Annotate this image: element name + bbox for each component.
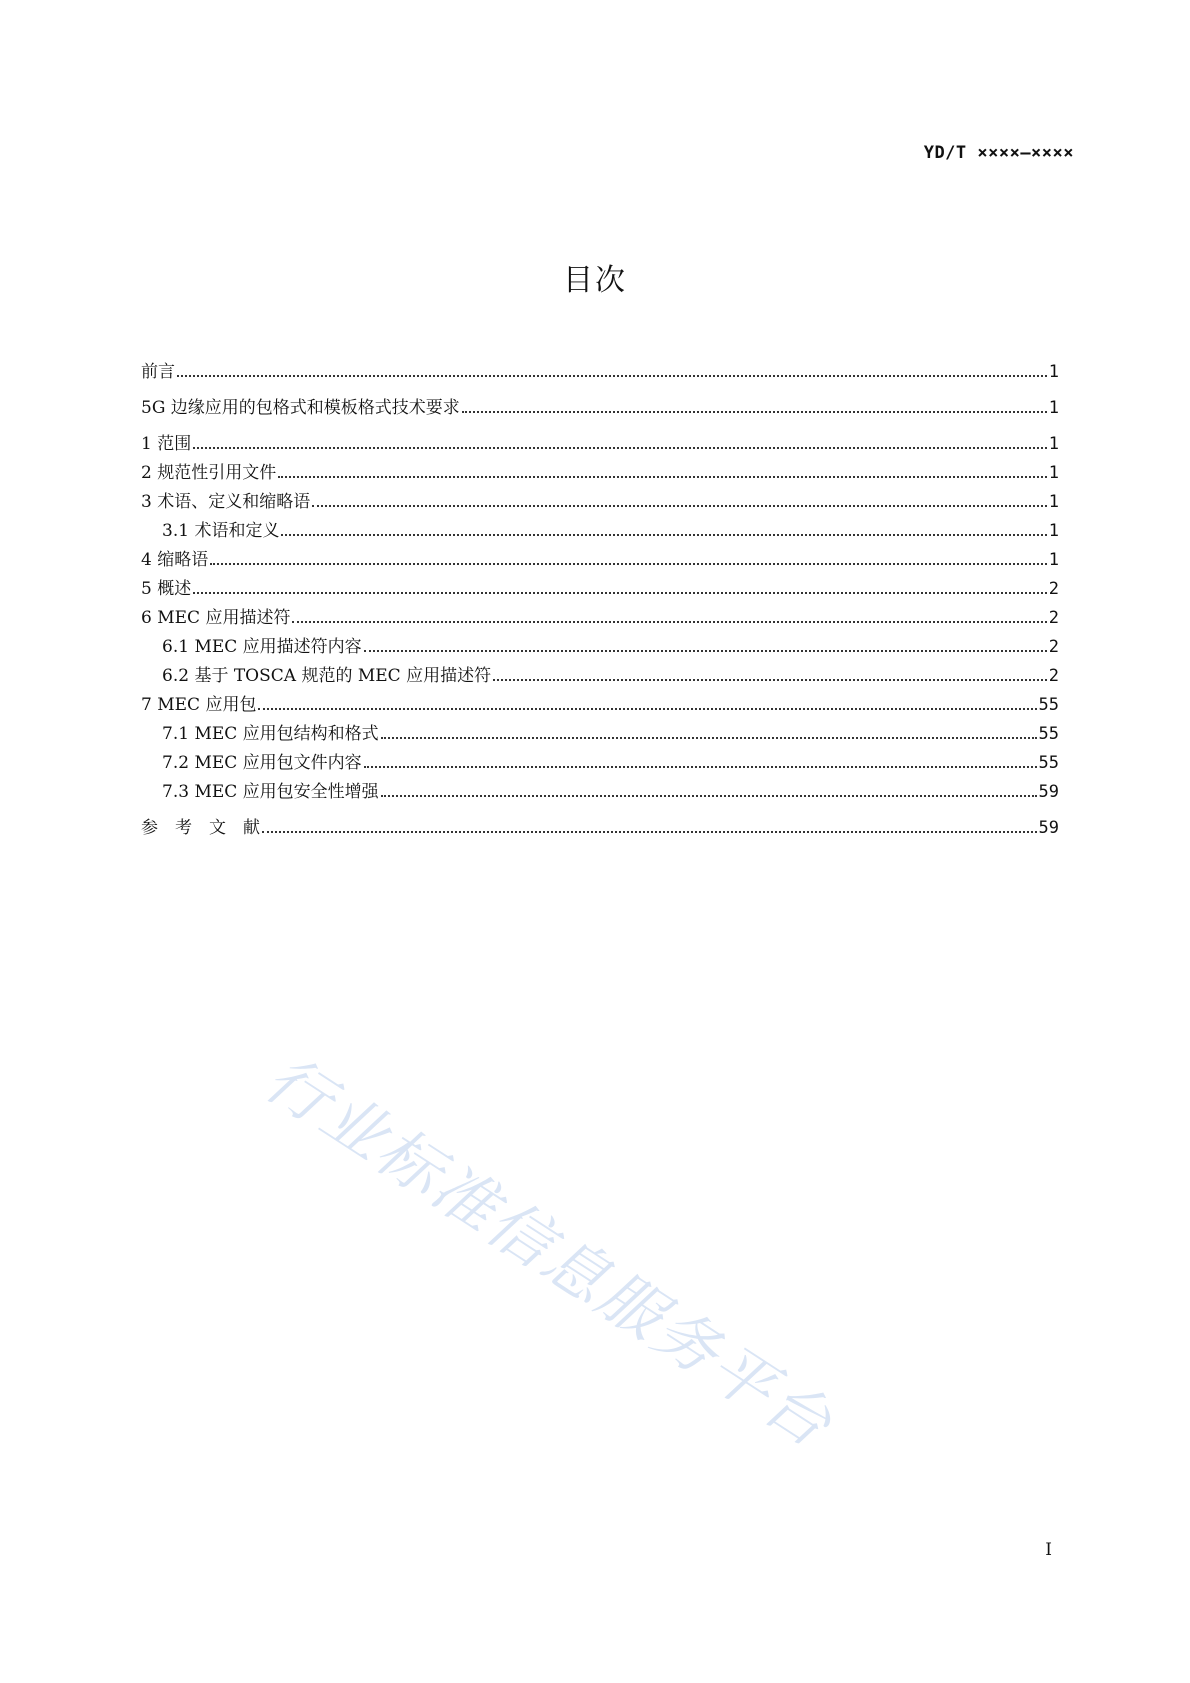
toc-entry-abbreviations[interactable] [141,548,1059,572]
toc-entry-label: 5 概述 [141,579,192,599]
table-of-contents [141,360,1059,840]
toc-entry-page: 2 [1048,637,1059,657]
toc-entry-label: 6 MEC 应用描述符 [141,608,291,628]
toc-entry-page: 1 [1048,521,1059,541]
toc-entry-mec-app-package[interactable] [141,693,1059,717]
toc-entry-page: 1 [1048,434,1059,454]
toc-entry-page: 1 [1048,398,1059,418]
toc-entry-package-file-content[interactable] [141,751,1059,775]
toc-entry-page: 55 [1038,724,1059,744]
toc-entry-tosca-mec-app-descriptor[interactable] [141,664,1059,688]
dot-leader [193,592,1047,594]
toc-entry-overview[interactable] [141,577,1059,601]
toc-entry-mec-app-descriptor[interactable] [141,606,1059,630]
toc-entry-page: 2 [1048,608,1059,628]
dot-leader [312,505,1047,507]
toc-entry-package-security[interactable] [141,780,1059,804]
toc-entry-foreword[interactable] [141,360,1059,384]
toc-entry-label: 6.2 基于 TOSCA 规范的 MEC 应用描述符 [162,666,492,686]
dot-leader [381,737,1037,739]
toc-entry-label: 2 规范性引用文件 [141,463,277,483]
dot-leader [177,375,1047,377]
toc-entry-label: 7.2 MEC 应用包文件内容 [162,753,362,773]
dot-leader [193,447,1047,449]
toc-entry-label: 前言 [141,362,175,382]
dot-leader [281,534,1046,536]
dot-leader [262,831,1037,833]
toc-entry-terms-and-definitions[interactable] [141,519,1059,543]
toc-entry-mec-app-descriptor-content[interactable] [141,635,1059,659]
toc-entry-bibliography[interactable] [141,816,1059,840]
toc-title: 目次 [563,263,627,298]
toc-entry-document-title[interactable] [141,396,1059,420]
toc-entry-page: 59 [1038,818,1059,838]
toc-entry-package-structure-format[interactable] [141,722,1059,746]
dot-leader [210,563,1047,565]
toc-entry-page: 59 [1038,782,1059,802]
toc-entry-label: 参 考 文 献 [141,818,260,838]
toc-entry-page: 2 [1048,579,1059,599]
toc-entry-page: 55 [1038,695,1059,715]
dot-leader [278,476,1047,478]
toc-entry-label: 7.1 MEC 应用包结构和格式 [162,724,379,744]
dot-leader [462,411,1047,413]
toc-entry-page: 1 [1048,550,1059,570]
page-number: I [1045,1540,1052,1560]
watermark: 行业标准信息服务平台 [252,1041,846,1463]
toc-entry-page: 1 [1048,362,1059,382]
toc-entry-label: 7 MEC 应用包 [141,695,257,715]
toc-entry-page: 55 [1038,753,1059,773]
toc-entry-scope[interactable] [141,432,1059,456]
toc-entry-page: 1 [1048,492,1059,512]
toc-entry-page: 1 [1048,463,1059,483]
toc-entry-label: 6.1 MEC 应用描述符内容 [162,637,362,657]
dot-leader [364,766,1037,768]
toc-entry-label: 3.1 术语和定义 [162,521,280,541]
toc-entry-label: 5G 边缘应用的包格式和模板格式技术要求 [141,398,460,418]
dot-leader [258,708,1036,710]
toc-entry-label: 4 缩略语 [141,550,209,570]
document-code: YD/T ××××—×××× [923,143,1074,163]
toc-entry-label: 1 范围 [141,434,192,454]
dot-leader [493,679,1047,681]
dot-leader [364,650,1047,652]
dot-leader [381,795,1037,797]
dot-leader [292,621,1046,623]
toc-entry-normative-references[interactable] [141,461,1059,485]
toc-entry-terms-definitions-abbreviations[interactable] [141,490,1059,514]
toc-entry-label: 7.3 MEC 应用包安全性增强 [162,782,379,802]
toc-entry-page: 2 [1048,666,1059,686]
toc-entry-label: 3 术语、定义和缩略语 [141,492,311,512]
